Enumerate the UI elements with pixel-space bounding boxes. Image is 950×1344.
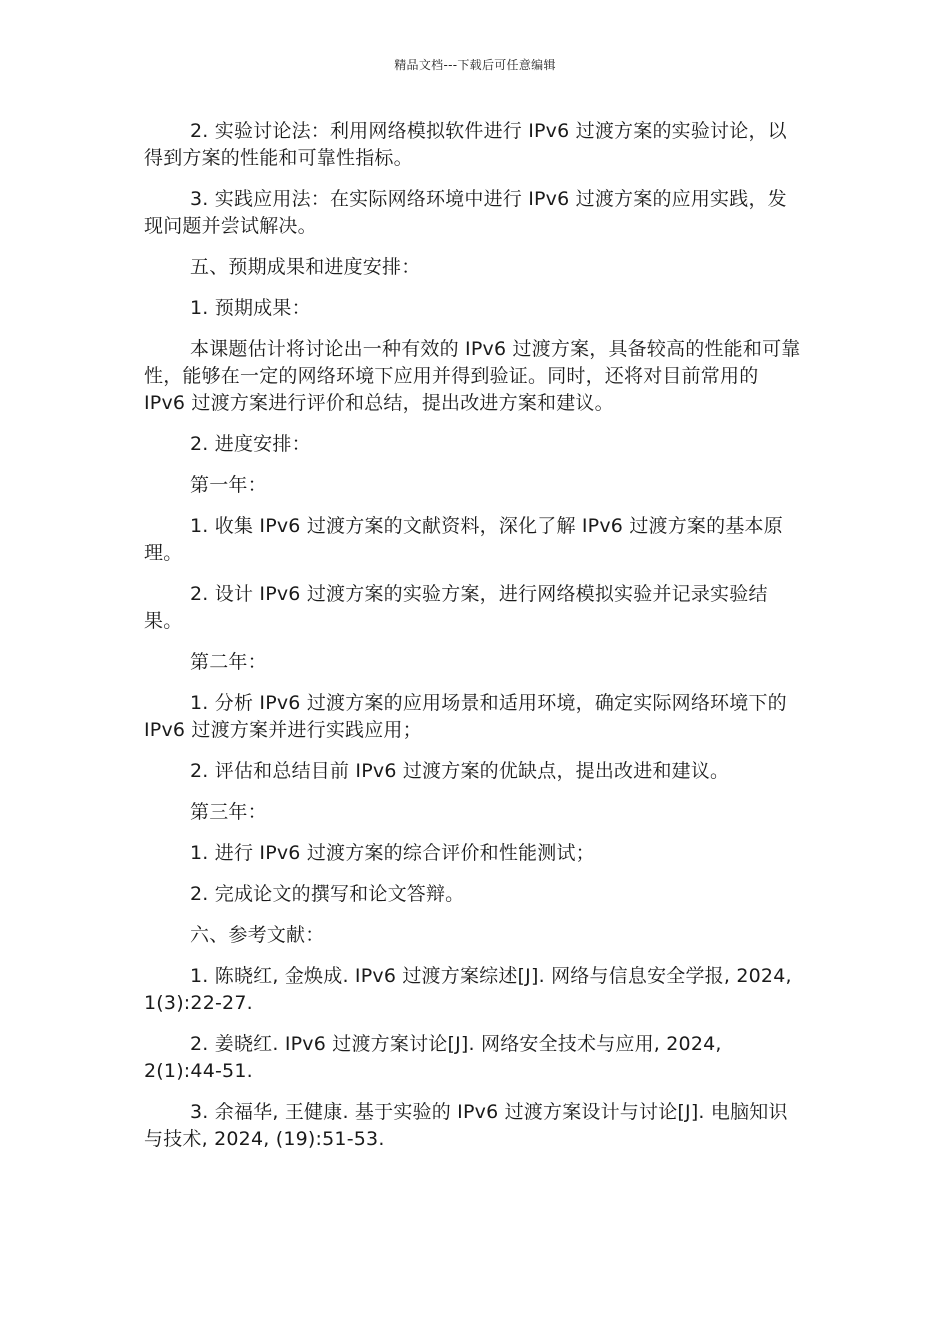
paragraph-expected-outcomes: 本课题估计将讨论出一种有效的 IPv6 过渡方案，具备较高的性能和可靠性，能够在一定的网络环境下应用并得到验证。同时，还将对目前常用的 IPv6 过渡方案进行评价和总结，提出改进方案和建议。 [144, 338, 801, 414]
year-three-item-2: 2. 完成论文的撰写和论文答辩。 [190, 883, 465, 905]
paragraph-method-practice: 3. 实践应用法：在实际网络环境中进行 IPv6 过渡方案的应用实践，发现问题并尝试解决。 [144, 188, 787, 237]
reference-item-3: 3. 余福华, 王健康. 基于实验的 IPv6 过渡方案设计与讨论[J]. 电脑知识与技术, 2024, (19):51-53. [144, 1101, 788, 1150]
section-heading-outcomes-schedule: 五、预期成果和进度安排： [190, 256, 421, 278]
year-one-label: 第一年： [190, 474, 267, 496]
reference-item-2: 2. 姜晓红. IPv6 过渡方案讨论[J]. 网络安全技术与应用, 2024, 2(1):44-51. [144, 1033, 722, 1082]
document-body [144, 118, 804, 1167]
year-two-item-2: 2. 评估和总结目前 IPv6 过渡方案的优缺点，提出改进和建议。 [190, 760, 730, 782]
year-three-item-1: 1. 进行 IPv6 过渡方案的综合评价和性能测试； [190, 842, 595, 864]
paragraph-method-experiment: 2. 实验讨论法：利用网络模拟软件进行 IPv6 过渡方案的实验讨论，以得到方案的性能和可靠性指标。 [144, 120, 787, 169]
subheading-expected-outcomes: 1. 预期成果： [190, 297, 311, 319]
page-header: 精品文档---下载后可任意编辑 [394, 58, 556, 72]
year-two-label: 第二年： [190, 651, 267, 673]
reference-item-1: 1. 陈晓红, 金焕成. IPv6 过渡方案综述[J]. 网络与信息安全学报, 2024, 1(3):22-27. [144, 965, 792, 1014]
year-one-item-1: 1. 收集 IPv6 过渡方案的文献资料，深化了解 IPv6 过渡方案的基本原理。 [144, 515, 783, 564]
year-one-item-2: 2. 设计 IPv6 过渡方案的实验方案，进行网络模拟实验并记录实验结果。 [144, 583, 768, 632]
year-three-label: 第三年： [190, 801, 267, 823]
year-two-item-1: 1. 分析 IPv6 过渡方案的应用场景和适用环境，确定实际网络环境下的 IPv6 过渡方案并进行实践应用； [144, 692, 787, 741]
subheading-schedule: 2. 进度安排： [190, 433, 311, 455]
section-heading-references: 六、参考文献： [190, 924, 325, 946]
